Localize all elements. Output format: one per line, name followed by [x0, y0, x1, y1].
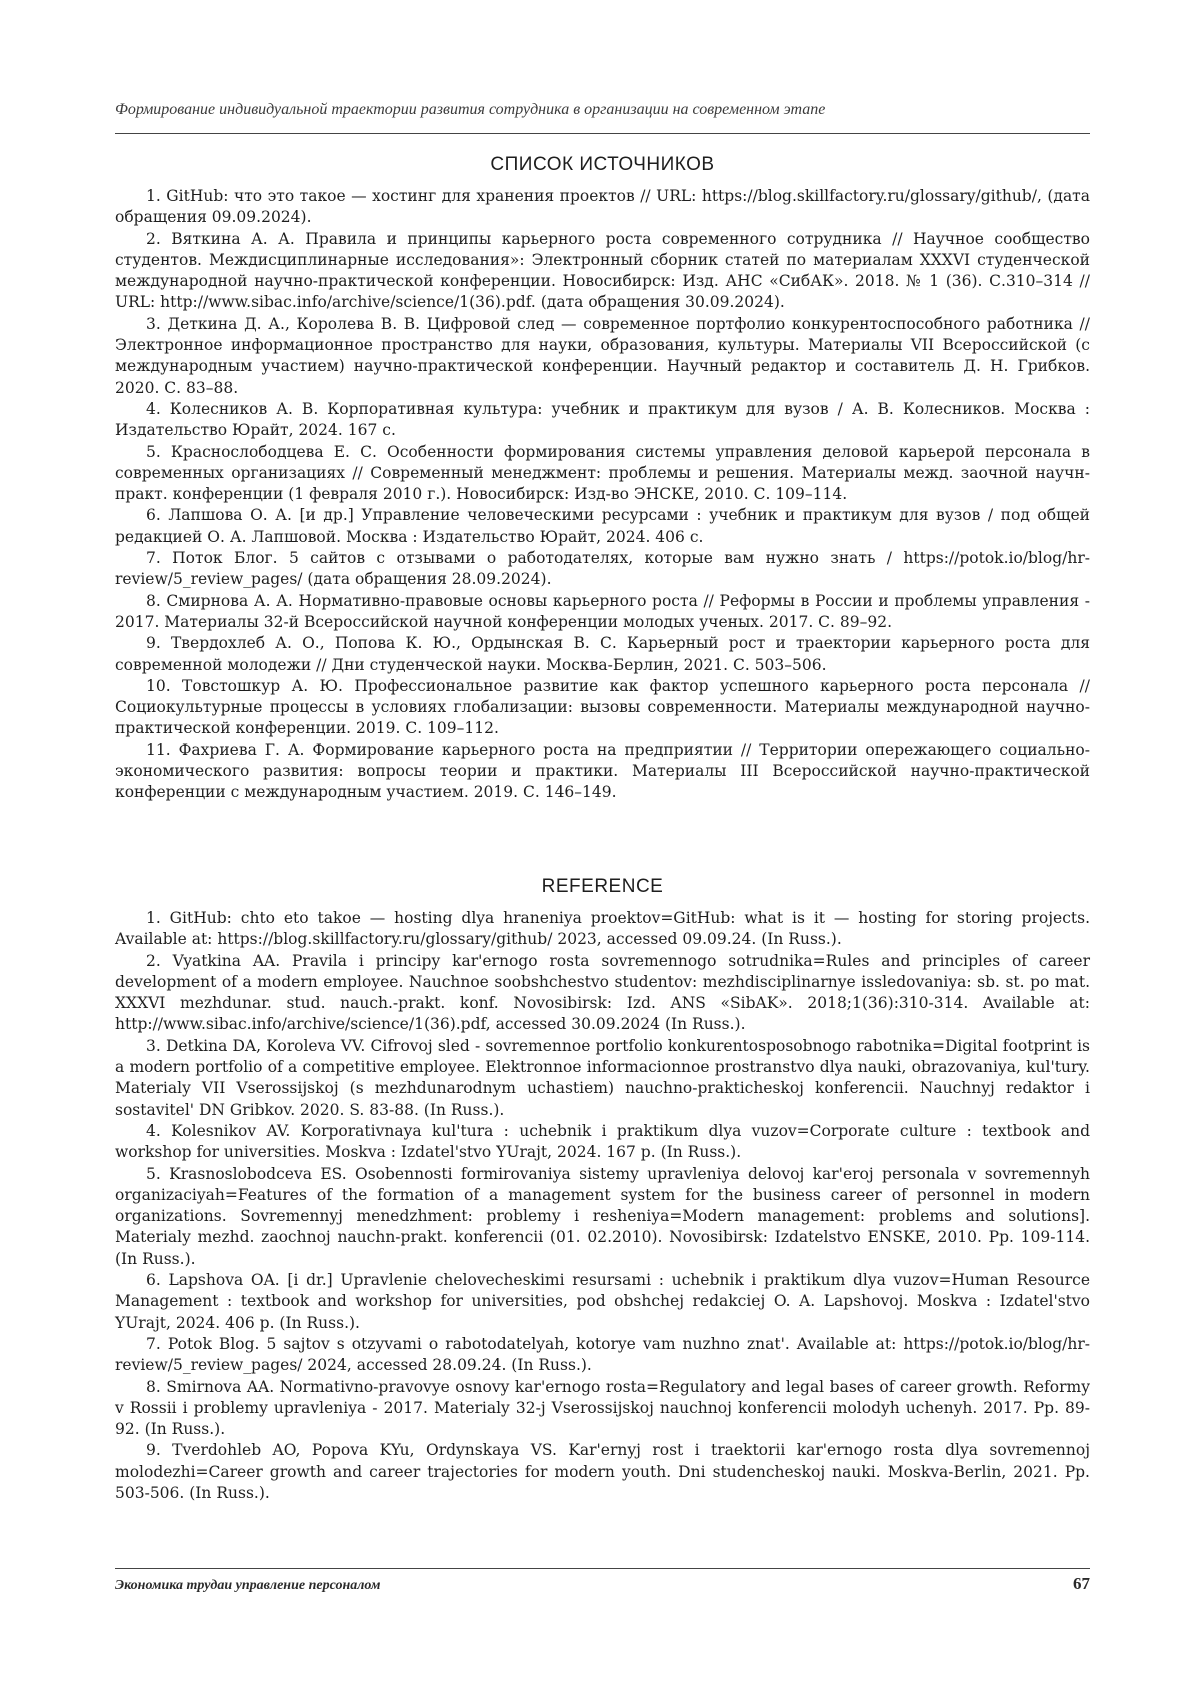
reference-item: 5. Краснослободцева Е. С. Особенности формирования системы управления деловой карьерой персонала в современных организациях // Современный менеджмент: проблемы и решения. Материалы межд. заочной научн-практ. конференции (1 февраля 2010 г.). Новосибирск: Изд-во ЭНСКЕ, 2010. С. 109–114.	[115, 442, 1090, 504]
running-title: Формирование индивидуальной траектории развития сотрудника в организации на современном этапе	[115, 101, 826, 118]
page-number: 67	[1073, 1574, 1090, 1593]
reference-item: 4. Колесников А. В. Корпоративная культура: учебник и практикум для вузов / А. В. Колесников. Москва : Издательство Юрайт, 2024. 167 с.	[115, 399, 1090, 440]
reference-item: 1. GitHub: chto eto takoe — hosting dlya hraneniya proektov=GitHub: what is it — hosting for storing projects. Available at: https://blog.skillfactory.ru/glossary/github/ 2023, accessed 09.09.24. (In Russ.).	[115, 909, 1090, 949]
reference-item: 3. Деткина Д. А., Королева В. В. Цифровой след — современное портфолио конкурентоспособного работника // Электронное информационное пространство для науки, образования, культуры. Материалы VII Всероссийской (с международным участием) научно-практической конференции. Научный редактор и составитель Д. Н. Грибков. 2020. С. 83–88.	[115, 314, 1090, 397]
reference-heading: REFERENCE	[541, 876, 664, 897]
reference-item: 8. Смирнова А. А. Нормативно-правовые основы карьерного роста // Реформы в России и проблемы управления - 2017. Материалы 32-й Всероссийской научной конференции молодых ученых. 2017. С. 89–92.	[115, 591, 1090, 631]
reference-item: 5. Krasnoslobodceva ES. Osobennosti formirovaniya sistemy upravleniya delovoj kar'eroj personala v sovremennyh organizaciyah=Features of the formation of a management system for the business career of personnel in modern organizations. Sovremennyj menedzhment: problemy i resheniya=Modern management: problems and solutions]. Materialy mezhd. zaochnoj nauchn-prakt. konferencii (01. 02.2010). Novosibirsk: Izdatelstvo ENSKE, 2010. Pp. 109-114. (In Russ.).	[115, 1164, 1090, 1268]
reference-item: 2. Vyatkina AA. Pravila i principy kar'ernogo rosta sovremennogo sotrudnika=Rules and principles of career development of a modern employee. Nauchnoe soobshchestvo studentov: mezhdisciplinarnye issledovaniya: sb. st. po mat. XXXVI mezhdunar. stud. nauch.-prakt. konf. Novosibirsk: Izd. ANS «SibAK». 2018;1(36):310-314. Available at: http://www.sibac.info/archive/science/1(36).pdf, accessed 30.09.2024 (In Russ.).	[115, 951, 1090, 1034]
reference-item: 1. GitHub: что это такое — хостинг для хранения проектов // URL: https://blog.skillfactory.ru/glossary/github/, (дата обращения 09.09.2024).	[115, 187, 1090, 227]
reference-item: 9. Tverdohleb AO, Popova KYu, Ordynskaya VS. Kar'ernyj rost i traektorii kar'ernogo rosta dlya sovremennoj molodezhi=Career growth and career trajectories for modern youth. Dni studencheskoj nauki. Moskva-Berlin, 2021. Pp. 503-506. (In Russ.).	[115, 1441, 1090, 1503]
reference-item: 7. Поток Блог. 5 сайтов с отзывами о работодателях, которые вам нужно знать / https://potok.io/blog/hr-review/5_review_pages/ (дата обращения 28.09.2024).	[115, 549, 1090, 589]
reference-item: 10. Товстошкур А. Ю. Профессиональное развитие как фактор успешного карьерного роста персонала // Социокультурные процессы в условиях глобализации: вызовы современности. Материалы международной научно-практической конференции. 2019. С. 109–112.	[115, 676, 1090, 738]
reference-item: 4. Kolesnikov AV. Korporativnaya kul'tura : uchebnik i praktikum dlya vuzov=Corporate culture : textbook and workshop for universities. Moskva : Izdatel'stvo YUrajt, 2024. 167 p. (In Russ.).	[115, 1121, 1090, 1162]
reference-list	[115, 908, 1090, 1504]
journal-title: Экономика трудаи управление персоналом	[115, 1578, 381, 1593]
reference-item: 9. Твердохлеб А. О., Попова К. Ю., Ордынская В. С. Карьерный рост и траектории карьерного роста для современной молодежи // Дни студенческой науки. Москва-Берлин, 2021. С. 503–506.	[115, 634, 1090, 674]
reference-item: 8. Smirnova AA. Normativno-pravovye osnovy kar'ernogo rosta=Regulatory and legal bases of career growth. Reformy v Rossii i problemy upravleniya - 2017. Materialy 32-j Vserossijskoj nauchnoj konferencii molodyh uchenyh. 2017. Pp. 89-92. (In Russ.).	[115, 1377, 1090, 1439]
reference-item: 11. Фахриева Г. А. Формирование карьерного роста на предприятии // Территории опережающего социально-экономического развития: вопросы теории и практики. Материалы III Всероссийской научно-практической конференции с международным участием. 2019. С. 146–149.	[115, 740, 1090, 802]
sources-heading: СПИСОК ИСТОЧНИКОВ	[490, 154, 715, 175]
footer-divider	[115, 1568, 1090, 1569]
reference-item: 6. Lapshova OA. [i dr.] Upravlenie chelovecheskimi resursami : uchebnik i praktikum dlya vuzov=Human Resource Management : textbook and workshop for universities, pod obshchej redakciej O. A. Lapshovoj. Moskva : Izdatel'stvo YUrajt, 2024. 406 p. (In Russ.).	[115, 1271, 1090, 1332]
reference-item: 2. Вяткина А. А. Правила и принципы карьерного роста современного сотрудника // Научное сообщество студентов. Междисциплинарные исследования»: Электронный сборник статей по материалам XXXVI студенческой международной научно-практической конференции. Новосибирск: Изд. АНС «СибАК». 2018. № 1 (36). С.310–314 // URL: http://www.sibac.info/archive/science/1(36).pdf. (дата обращения 30.09.2024).	[115, 229, 1090, 312]
reference-item: 6. Лапшова О. А. [и др.] Управление человеческими ресурсами : учебник и практикум для вузов / под общей редакцией О. А. Лапшовой. Москва : Издательство Юрайт, 2024. 406 с.	[115, 506, 1090, 546]
reference-item: 3. Detkina DA, Koroleva VV. Cifrovoj sled - sovremennoe portfolio konkurentosposobnogo rabotnika=Digital footprint is a modern portfolio of a competitive employee. Elektronnoe informacionnoe prostranstvo dlya nauki, obrazovaniya, kul'tury. Materialy VII Vserossijskoj (s mezhdunarodnym uchastiem) nauchno-prakticheskoj konferencii. Nauchnyj redaktor i sostavitel' DN Gribkov. 2020. S. 83-88. (In Russ.).	[115, 1036, 1090, 1119]
sources-list	[115, 186, 1090, 804]
reference-item: 7. Potok Blog. 5 sajtov s otzyvami o rabotodatelyah, kotorye vam nuzhno znat'. Available at: https://potok.io/blog/hr-review/5_review_pages/ 2024, accessed 28.09.24. (In Russ.).	[115, 1334, 1090, 1375]
header-divider	[115, 133, 1090, 134]
